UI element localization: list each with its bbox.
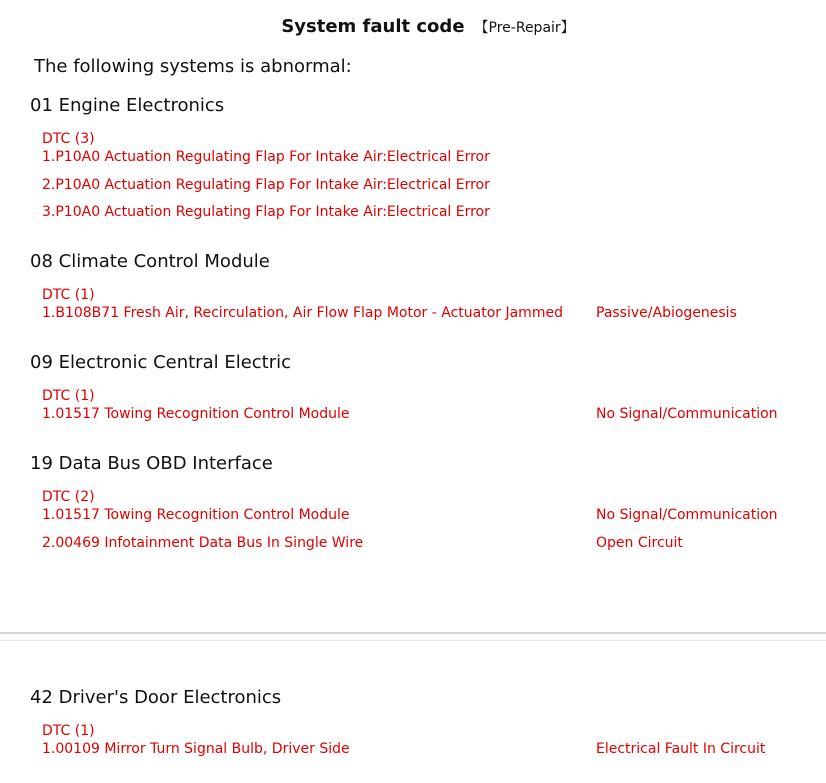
system-heading: 08 Climate Control Module [30,251,270,272]
page-divider [0,632,826,634]
system-section-drivers-door [30,684,820,768]
fault-code-text: 3.P10A0 Actuation Regulating Flap For Intake Air:Electrical Error [42,204,490,220]
fault-code-row [42,203,820,231]
dtc-count: DTC (1) [42,287,95,303]
fault-code-text: 2.P10A0 Actuation Regulating Flap For Intake Air:Electrical Error [42,176,490,193]
fault-code-row [42,176,820,204]
page-divider-shadow [0,640,826,641]
fault-code-row [42,740,820,768]
fault-code-text: 1.01517 Towing Recognition Control Module [42,406,350,422]
fault-code-row [42,534,820,562]
fault-code-row [42,304,820,332]
fault-code-text: 2.00469 Infotainment Data Bus In Single Wire [42,534,364,551]
intro-text: The following systems is abnormal: [34,56,352,77]
fault-code-text: 1.00109 Mirror Turn Signal Bulb, Driver Side [42,741,350,757]
system-heading: 01 Engine Electronics [30,95,225,116]
fault-status: Passive/Abiogenesis [596,305,737,321]
system-section-obd-interface [30,450,820,561]
fault-status: No Signal/Communication [596,406,778,422]
fault-code-row [42,506,820,534]
fault-status: No Signal/Communication [596,507,778,523]
system-heading: 42 Driver's Door Electronics [30,687,282,708]
system-heading: 19 Data Bus OBD Interface [30,453,273,474]
system-heading: 09 Electronic Central Electric [30,352,292,373]
fault-code-text: 1.P10A0 Actuation Regulating Flap For Intake Air:Electrical Error [42,149,490,165]
report-tag: 【Pre-Repair】 [474,20,575,36]
fault-code-text: 1.01517 Towing Recognition Control Module [42,507,350,523]
fault-code-text: 1.B108B71 Fresh Air, Recirculation, Air Flow Flap Motor - Actuator Jammed [42,305,563,321]
report-title [0,16,826,37]
system-section-engine [30,92,820,231]
dtc-count: DTC (1) [42,723,95,739]
dtc-count: DTC (2) [42,489,95,505]
fault-code-row [42,148,820,176]
dtc-count: DTC (3) [42,131,95,147]
fault-code-row [42,405,820,433]
dtc-count: DTC (1) [42,388,95,404]
fault-status: Open Circuit [596,534,683,551]
report-title-text: System fault code [281,16,465,37]
fault-status: Electrical Fault In Circuit [596,741,766,757]
system-section-climate [30,248,820,332]
system-section-central-electric [30,349,820,433]
